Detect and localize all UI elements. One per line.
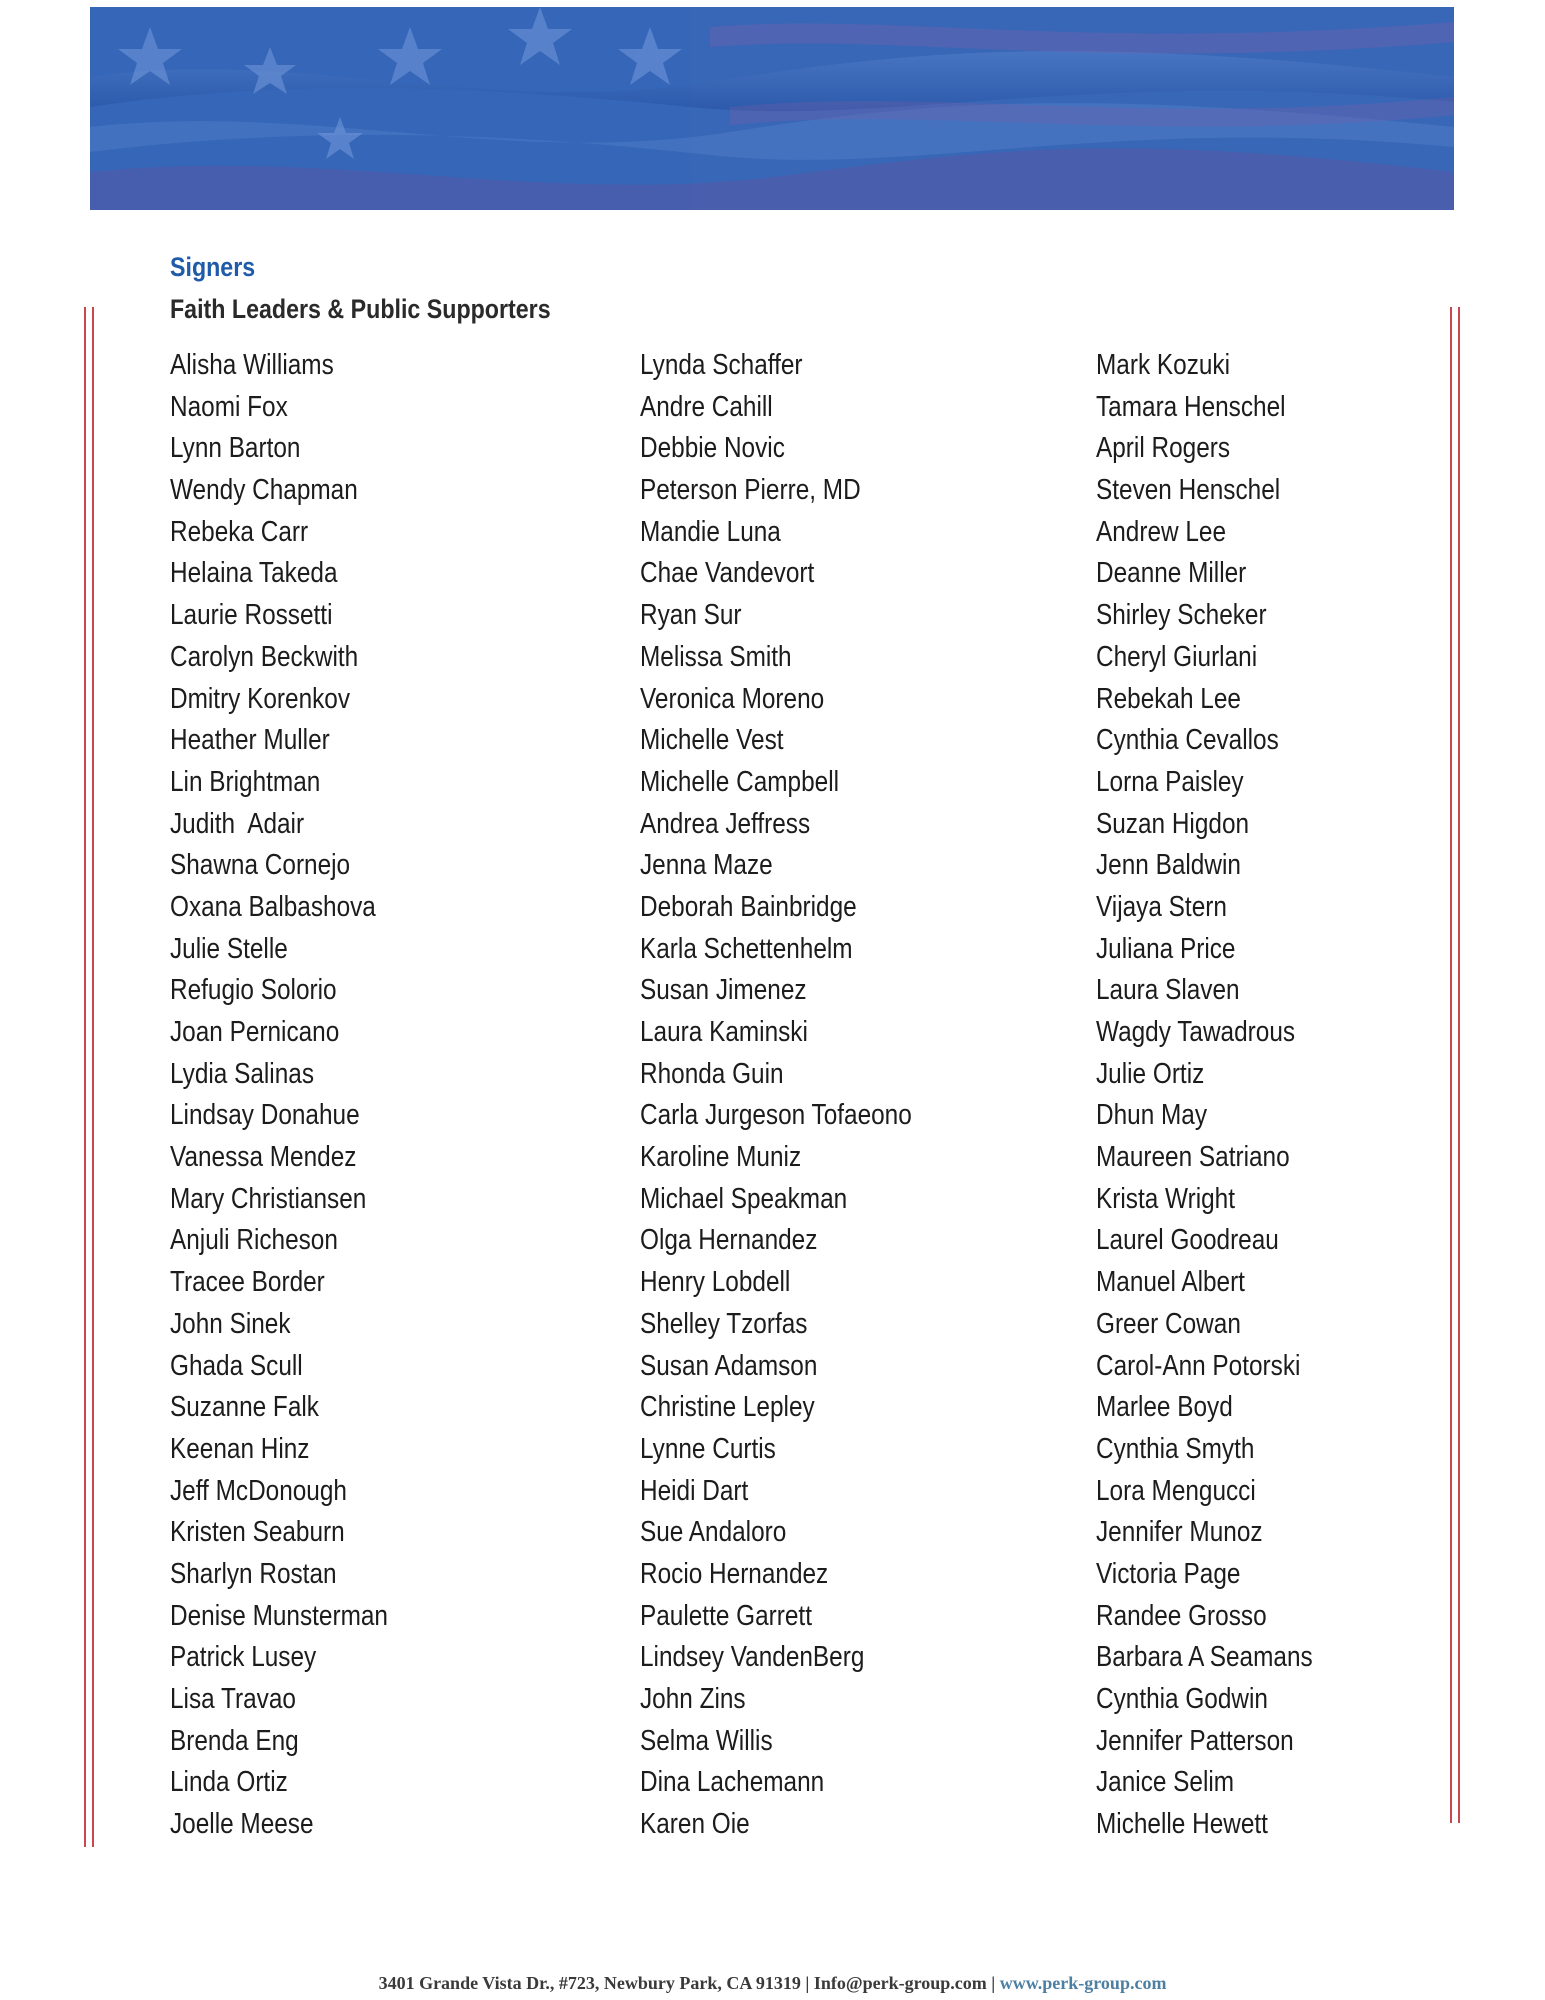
footer-separator: | (986, 1973, 1000, 1993)
signer-name: Debbie Novic (640, 432, 785, 465)
names-column-3 (1096, 345, 1354, 1846)
signer-name: Carol-Ann Potorski (1096, 1349, 1301, 1382)
signer-name: Tamara Henschel (1096, 390, 1286, 423)
footer-website-link[interactable]: www.perk-group.com (999, 1973, 1167, 1993)
section-title: Signers (170, 252, 256, 282)
signer-name: Laurie Rossetti (170, 599, 333, 632)
signer-name: Judith Adair (170, 807, 305, 840)
signer-name: Krista Wright (1096, 1182, 1235, 1215)
signer-name: Dmitry Korenkov (170, 682, 351, 715)
signer-name: Lynne Curtis (640, 1432, 776, 1465)
signer-name: Suzanne Falk (170, 1391, 319, 1424)
signer-name: Melissa Smith (640, 640, 792, 673)
signer-name: Victoria Page (1096, 1557, 1241, 1590)
signer-name: Lindsey VandenBerg (640, 1641, 865, 1674)
signer-name: Dhun May (1096, 1099, 1208, 1132)
names-column-1 (170, 345, 430, 1846)
signer-name: Tracee Border (170, 1266, 325, 1299)
signer-name: Sharlyn Rostan (170, 1557, 337, 1590)
signer-name: Karla Schettenhelm (640, 932, 853, 965)
signer-name: Heather Muller (170, 724, 330, 757)
signer-name: Cheryl Giurlani (1096, 640, 1258, 673)
signer-name: Shawna Cornejo (170, 849, 351, 882)
signer-name: Rocio Hernandez (640, 1557, 829, 1590)
signer-name: Jenn Baldwin (1096, 849, 1241, 882)
signer-name: Karen Oie (640, 1808, 750, 1841)
signer-name: Barbara A Seamans (1096, 1641, 1313, 1674)
signer-name: Lin Brightman (170, 765, 321, 798)
signer-name: Paulette Garrett (640, 1599, 812, 1632)
signer-name: Laura Slaven (1096, 974, 1240, 1007)
signer-name: Lydia Salinas (170, 1057, 315, 1090)
signer-name: Brenda Eng (170, 1724, 299, 1757)
signer-name: Vijaya Stern (1096, 890, 1227, 923)
signer-name: Andre Cahill (640, 390, 773, 423)
signer-name: Peterson Pierre, MD (640, 474, 861, 507)
signer-name: Vanessa Mendez (170, 1141, 357, 1174)
signer-name: Lynn Barton (170, 432, 301, 465)
signer-name: Alisha Williams (170, 349, 334, 381)
signer-name: John Sinek (170, 1307, 291, 1340)
flag-banner-image (90, 7, 1454, 210)
signer-name: Olga Hernandez (640, 1224, 818, 1257)
signer-name: Lora Mengucci (1096, 1474, 1256, 1507)
signer-name: Julie Ortiz (1096, 1057, 1205, 1090)
signer-name: Heidi Dart (640, 1474, 749, 1507)
signer-name: Jenna Maze (640, 849, 773, 882)
signer-name: Carolyn Beckwith (170, 640, 359, 673)
signer-name: Selma Willis (640, 1724, 773, 1757)
signer-name: Laura Kaminski (640, 1016, 808, 1048)
signer-name: Susan Jimenez (640, 974, 807, 1007)
signer-name: Lisa Travao (170, 1683, 296, 1715)
names-column-2 (640, 345, 964, 1846)
signer-name: Shirley Scheker (1096, 599, 1267, 632)
signer-name: Michelle Campbell (640, 765, 840, 798)
signer-name: Rebeka Carr (170, 515, 309, 548)
section-subtitle: Faith Leaders & Public Supporters (170, 294, 551, 324)
signer-name: Chae Vandevort (640, 557, 815, 590)
signer-name: Randee Grosso (1096, 1599, 1267, 1632)
signer-name: Laurel Goodreau (1096, 1224, 1279, 1257)
signer-name: Michelle Hewett (1096, 1808, 1268, 1841)
signer-name: Joan Pernicano (170, 1016, 340, 1048)
signer-name: Andrea Jeffress (640, 807, 811, 840)
signer-name: Henry Lobdell (640, 1266, 791, 1299)
signer-name: Marlee Boyd (1096, 1391, 1233, 1424)
signer-name: Karoline Muniz (640, 1141, 802, 1174)
footer-address: 3401 Grande Vista Dr., #723, Newbury Park, CA 91319 (378, 1973, 801, 1993)
signer-name: Refugio Solorio (170, 974, 337, 1007)
signer-name: Linda Ortiz (170, 1766, 288, 1799)
signer-name: Susan Adamson (640, 1349, 818, 1382)
signer-name: Mary Christiansen (170, 1182, 367, 1215)
footer-email[interactable]: Info@perk-group.com (813, 1973, 987, 1993)
signer-name: Wendy Chapman (170, 474, 358, 507)
signer-name: Mark Kozuki (1096, 349, 1231, 381)
left-rule-inner (92, 307, 94, 1847)
footer-separator: | (800, 1973, 814, 1993)
signer-name: Kristen Seaburn (170, 1516, 345, 1549)
signer-name: Joelle Meese (170, 1808, 314, 1841)
signer-name: Cynthia Smyth (1096, 1432, 1255, 1465)
signer-name: Helaina Takeda (170, 557, 338, 590)
signer-name: Ghada Scull (170, 1349, 303, 1382)
signer-name: Veronica Moreno (640, 682, 825, 715)
signer-name: Maureen Satriano (1096, 1141, 1290, 1174)
signer-name: Deanne Miller (1096, 557, 1247, 590)
signer-name: Naomi Fox (170, 390, 288, 423)
right-rule-inner (1450, 307, 1452, 1823)
signer-name: Lindsay Donahue (170, 1099, 360, 1132)
signer-name: Shelley Tzorfas (640, 1307, 808, 1340)
signer-name: Wagdy Tawadrous (1096, 1016, 1296, 1048)
left-rule-outer (84, 307, 86, 1847)
signer-name: Anjuli Richeson (170, 1224, 338, 1257)
signer-name: Steven Henschel (1096, 474, 1281, 507)
signer-name: Lynda Schaffer (640, 349, 803, 381)
signer-name: Michelle Vest (640, 724, 784, 757)
signer-name: Denise Munsterman (170, 1599, 388, 1632)
signer-name: Michael Speakman (640, 1182, 848, 1215)
signer-name: Manuel Albert (1096, 1266, 1245, 1299)
signer-name: Jeff McDonough (170, 1474, 347, 1507)
right-rule-outer (1458, 307, 1460, 1823)
signer-name: Jennifer Munoz (1096, 1516, 1263, 1549)
signer-name: John Zins (640, 1683, 746, 1715)
signer-name: Jennifer Patterson (1096, 1724, 1294, 1757)
signer-name: Christine Lepley (640, 1391, 815, 1424)
signer-name: Ryan Sur (640, 599, 742, 632)
signer-name: Mandie Luna (640, 515, 781, 548)
signer-name: Carla Jurgeson Tofaeono (640, 1099, 912, 1132)
signer-name: Andrew Lee (1096, 515, 1227, 548)
signer-name: Janice Selim (1096, 1766, 1235, 1799)
signer-name: Patrick Lusey (170, 1641, 317, 1674)
signer-name: Cynthia Godwin (1096, 1683, 1268, 1715)
signer-name: Greer Cowan (1096, 1307, 1241, 1340)
signer-name: April Rogers (1096, 432, 1231, 465)
signer-name: Suzan Higdon (1096, 807, 1250, 840)
signer-name: Sue Andaloro (640, 1516, 787, 1549)
signer-name: Dina Lachemann (640, 1766, 825, 1799)
signer-name: Lorna Paisley (1096, 765, 1244, 798)
footer-contact (0, 1973, 1545, 1994)
signer-name: Juliana Price (1096, 932, 1236, 965)
signer-name: Rebekah Lee (1096, 682, 1241, 715)
signer-name: Deborah Bainbridge (640, 890, 857, 923)
signer-name: Rhonda Guin (640, 1057, 784, 1090)
signer-name: Keenan Hinz (170, 1432, 310, 1465)
signer-name: Julie Stelle (170, 932, 288, 965)
signer-name: Oxana Balbashova (170, 890, 376, 923)
signer-name: Cynthia Cevallos (1096, 724, 1279, 757)
